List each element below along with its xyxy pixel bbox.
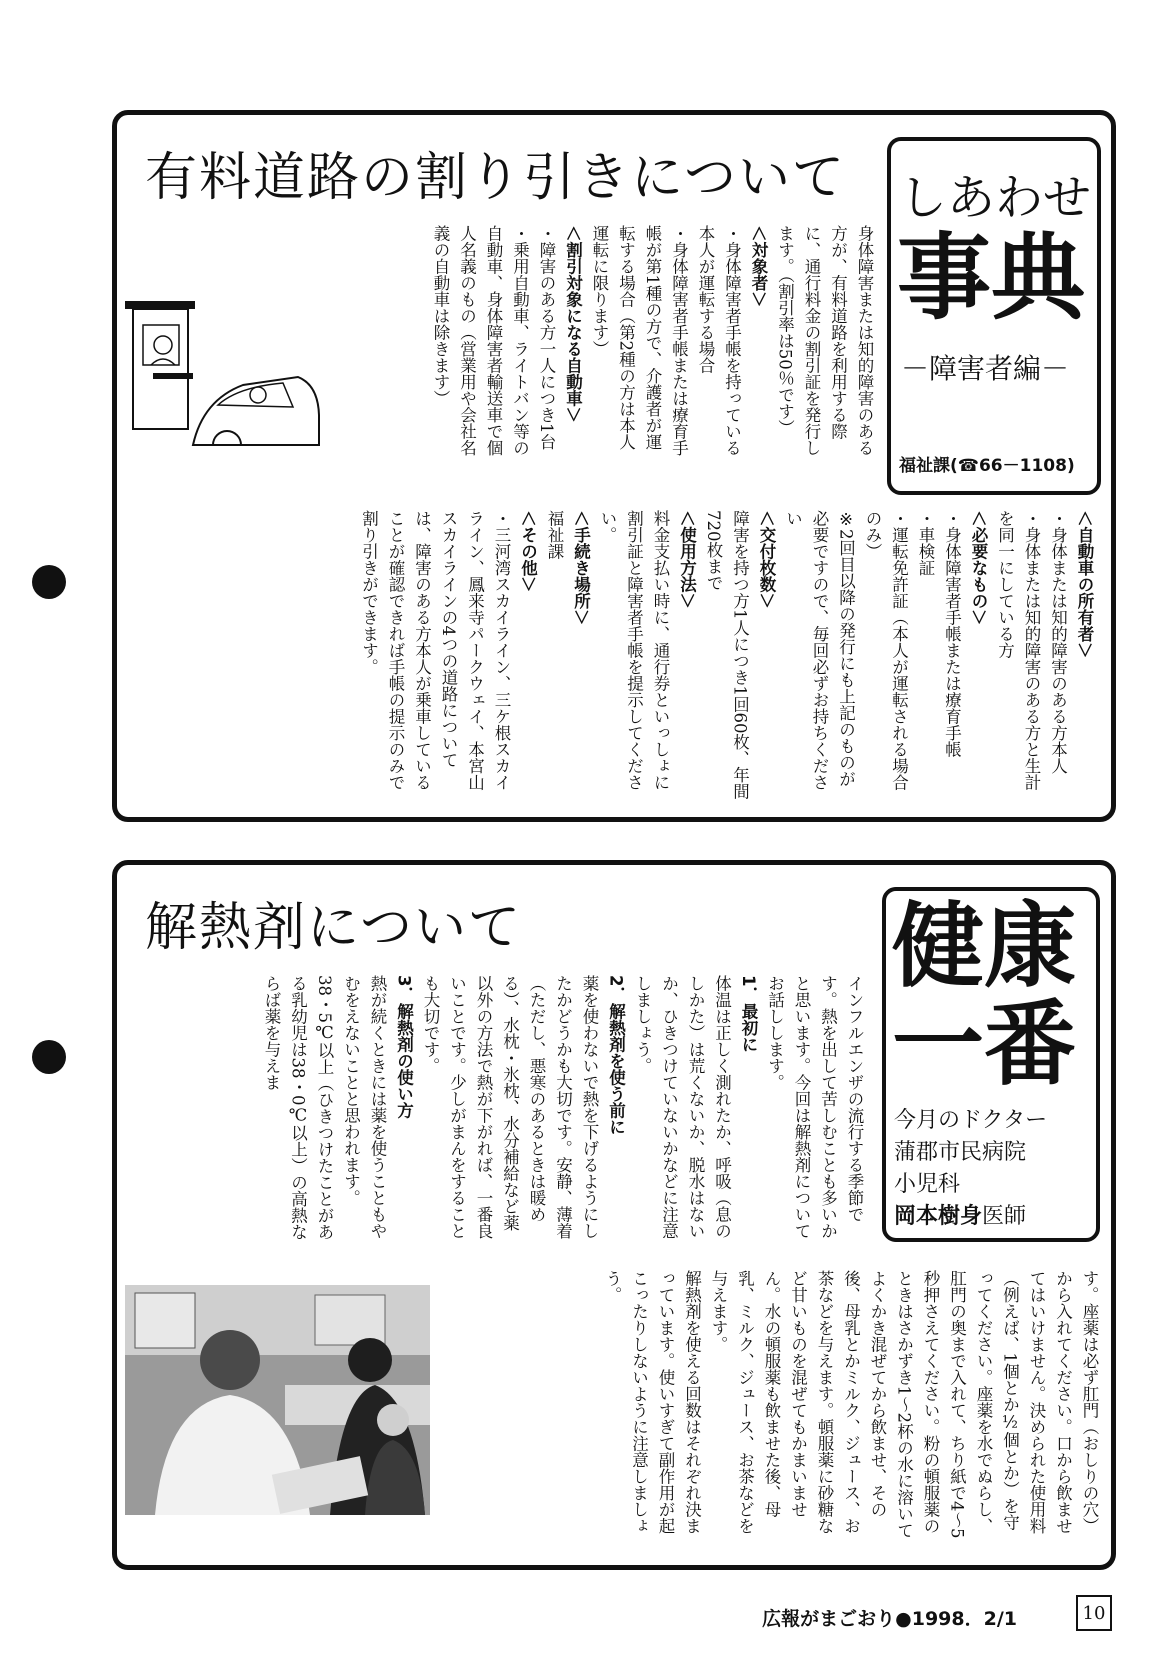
- dept-label: 福祉課: [899, 456, 950, 476]
- phone-number: 66－1108): [978, 456, 1075, 476]
- article-body-top: [262, 975, 867, 1240]
- article-body-bottom: [127, 510, 1097, 800]
- section-heading: ＜割引対象になる自動車＞: [563, 225, 583, 423]
- toll-booth-car-illustration: [123, 295, 323, 465]
- section-heading: ＜自動車の所有者＞: [1075, 510, 1094, 659]
- section-heading: 3．解熱剤の使い方: [394, 975, 414, 1119]
- body-paragraph: 身体障害または知的障害のある方が、有料道路を利用する際に、通行料金の割引証を発行します。（割引率は50％です）: [775, 225, 874, 456]
- article-body-bottom: [442, 1270, 1102, 1540]
- body-paragraph: ・身体または知的障害のある方と生計を同一にしている方: [995, 510, 1041, 791]
- phone-open: (: [950, 456, 958, 476]
- badge-line1: 健康: [892, 893, 1077, 1000]
- body-paragraph: ・車検証: [916, 510, 935, 576]
- body-paragraph: ・身体障害者手帳または療育手帳が第1種の方で、介護者が運転する場合（第2種の方は本人運転に限ります）: [590, 225, 689, 456]
- body-paragraph: ・三河湾スカイライン、三ケ根スカイライン、鳳来寺パークウェイ、本宮山スカイラインの4つの道路については、障害のある方本人が乗車していることが確認できれば手帳の提示のみで割り引きができます。: [359, 510, 511, 791]
- kenko-ichiban-badge: [882, 887, 1100, 1242]
- body-paragraph: ・運転免許証（本人が運転される場合のみ）: [863, 510, 909, 791]
- hospital-name: 蒲郡市民病院: [894, 1140, 1027, 1165]
- department-name: 小児科: [894, 1172, 961, 1197]
- body-paragraph: ・乗用自動車、ライトバン等の自動車、身体障害者輸送車で個人名義のもの（営業用や会社名義の自動車は除きます）: [431, 225, 530, 456]
- binder-hole-top: [32, 565, 66, 599]
- body-paragraph: 障害を持つ方1人につき1回60枚、年間720枚まで: [704, 510, 750, 800]
- body-paragraph: ・身体または知的障害のある方本人: [1048, 510, 1068, 774]
- body-paragraph: 解熱剤を使える回数はそれぞれ決まっています。使いすぎて副作用が起こったりしないように注意しましょう。: [603, 1270, 702, 1534]
- body-paragraph: 熱が続くときには薬を使うこともやむをえないことと思われます。38・5℃以上（ひきつけたことがある乳幼児は38・0℃以上）の高熱ならば薬を与えま: [262, 975, 387, 1240]
- badge-line2: 一番: [892, 991, 1077, 1098]
- shiawase-jiten-badge: [887, 137, 1101, 495]
- article-title: 有料道路の割り引きについて: [145, 148, 846, 208]
- body-paragraph: インフルエンザの流行する季節です。熱を出して苦しむことも多いかと思います。今回は解熱剤についてお話しします。: [765, 975, 864, 1239]
- section-heading: 2．解熱剤を使う前に: [606, 975, 626, 1135]
- doctor-label: 今月のドクター: [894, 1108, 1048, 1133]
- body-paragraph: 料金支払い時に、通行券といっしょに割引証と障害者手帳を提示してください。: [598, 510, 670, 791]
- article-toll-road-discount: [112, 110, 1116, 822]
- section-heading: ＜手続き場所＞: [571, 510, 591, 626]
- article-title: 解熱剤について: [145, 898, 522, 958]
- section-heading: ＜対象者＞: [749, 225, 768, 308]
- body-paragraph: ・身体障害者手帳または療育手帳: [942, 510, 962, 758]
- section-heading: ＜必要なもの＞: [969, 510, 988, 626]
- article-antipyretics: [112, 860, 1116, 1570]
- badge-contact: [899, 451, 1075, 476]
- body-paragraph: 福祉課: [545, 510, 564, 560]
- binder-hole-bottom: [32, 1040, 66, 1074]
- body-paragraph: す。座薬は必ず肛門（おしりの穴）から入れてください。口から飲ませてはいけません。決められた使用料（例えば、1個とか½個とか）を守ってください。座薬を水でぬらし、肛門の奥まで入れて、ちり紙で4～5秒押さえてください。粉の頓服薬のときはさかずき1～2杯の水に溶いてよくかき混ぜてから飲ませ、その後、母乳とかミルク、ジュース、お茶などを与えます。頓服薬に砂糖など甘いものを混ぜてもかまいません。水の頓服薬も飲ませた後、母乳、ミルク、ジュース、お茶などを与えます。: [709, 1270, 1099, 1539]
- badge-line2: 事典: [897, 224, 1086, 333]
- page-number: 10: [1076, 1595, 1112, 1631]
- phone-icon: ☎: [957, 456, 979, 476]
- section-heading: ＜交付枚数＞: [757, 510, 776, 609]
- body-paragraph: ・障害のある方一人につき1台: [537, 225, 556, 450]
- section-heading: 1．最初に: [739, 975, 758, 1053]
- doctor-consultation-photo: [125, 1285, 430, 1515]
- body-paragraph: 薬を使わないで熱を下げるようにしたかどうかも大切です。安静、薄着（ただし、悪寒のあるときは暖める）、水枕・氷枕、水分補給など薬以外の方法で熱が下がれば、一番良いことです。少しがまんをすることも大切です。: [421, 975, 599, 1239]
- doctor-name: 岡本樹身: [894, 1204, 983, 1229]
- body-paragraph: 体温は正しく測れたか、呼吸（息のしかた）は荒くないか、脱水はないか、ひきつけていないかなどに注意しましょう。: [633, 975, 732, 1239]
- body-paragraph: ・身体障害者手帳を持っている本人が運転する場合: [696, 225, 742, 456]
- section-heading: ＜使用方法＞: [677, 510, 697, 609]
- doctor: [894, 1199, 1026, 1230]
- article-body-top: [322, 225, 877, 465]
- badge-subtitle: －障害者編－: [901, 352, 1070, 385]
- section-heading: ＜その他＞: [518, 510, 538, 593]
- badge-line1: しあわせ: [899, 170, 1092, 226]
- footer-publication: 広報がまごおり●1998．2/1: [762, 1608, 1017, 1630]
- doctor-suffix: 医師: [982, 1204, 1027, 1229]
- body-paragraph: ※2回目以降の発行にも上記のものが必要ですので、毎回必ずお持ちください: [783, 510, 856, 791]
